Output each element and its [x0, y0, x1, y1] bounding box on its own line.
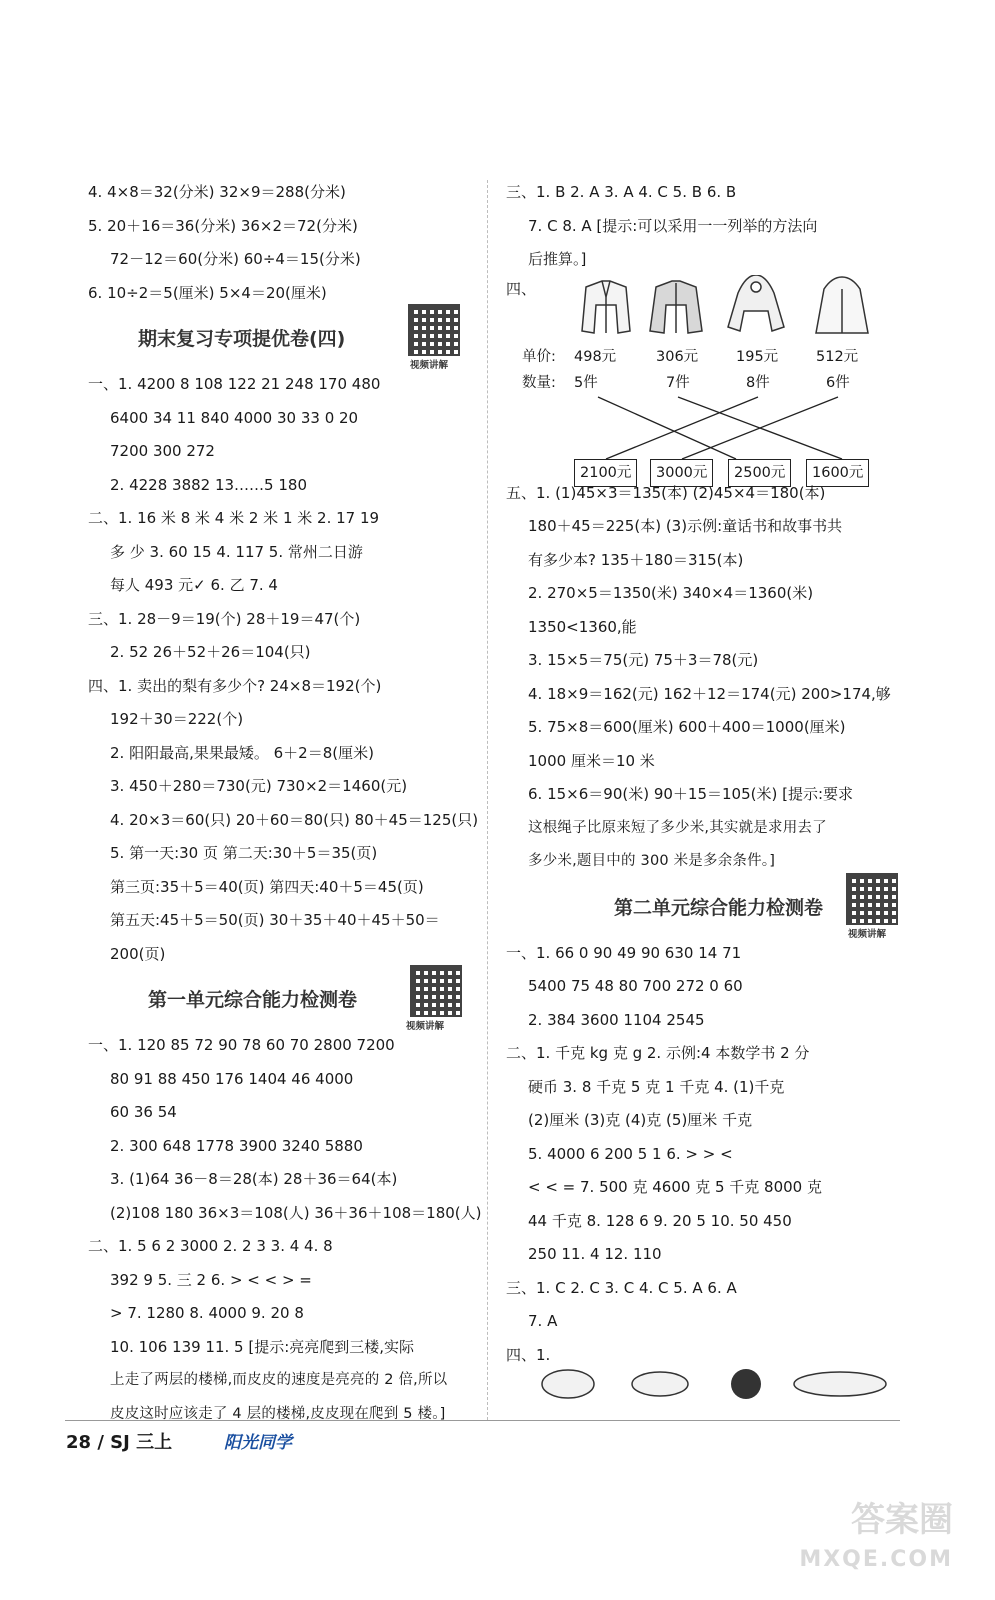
- answer-line: 第三页:35＋5＝40(页) 第四天:40＋5＝45(页): [110, 877, 424, 896]
- total-box: 2100元: [574, 459, 637, 487]
- watermark-url: MXQE.COM: [799, 1547, 953, 1572]
- answer-line: 2. 4228 3882 13……5 180: [110, 475, 307, 494]
- qty-value: 7件: [666, 374, 690, 391]
- price-label: 单价:: [522, 348, 556, 365]
- answer-line: 4. 20×3＝60(只) 20＋60＝80(只) 80＋45＝125(只): [110, 810, 479, 829]
- answer-line: 硬币 3. 8 千克 5 克 1 千克 4. (1)千克: [528, 1077, 785, 1096]
- qr-code-icon: [410, 965, 462, 1017]
- answer-line: 第五天:45＋5＝50(页) 30＋35＋40＋45＋50＝: [110, 911, 440, 929]
- qr-caption: 视频讲解: [848, 928, 887, 940]
- answer-line: 二、1. 5 6 2 3000 2. 2 3 3. 4 4. 8: [88, 1237, 333, 1255]
- coat-icon: [816, 277, 868, 333]
- answer-line: 1000 厘米＝10 米: [528, 751, 655, 770]
- answer-line: < < = 7. 500 克 4600 克 5 千克 8000 克: [528, 1178, 822, 1196]
- answer-line: 这根绳子比原来短了多少米,其实就是求用去了: [528, 819, 827, 836]
- qr-caption: 视频讲解: [410, 360, 449, 371]
- eraser-icon: [632, 1372, 688, 1396]
- right-column: [506, 176, 916, 1372]
- answer-line: 一、1. 4200 8 108 122 21 248 170 480: [88, 375, 381, 393]
- price-value: 498元: [574, 348, 617, 365]
- brand-logo: 阳光同学: [224, 1433, 292, 1453]
- answer-line: 72－12＝60(分米) 60÷4＝15(分米): [110, 250, 361, 268]
- answer-line: 5. 20＋16＝36(分米) 36×2＝72(分米): [88, 216, 358, 235]
- answer-line: 五、1. (1)45×3＝135(本) (2)45×4＝180(本): [506, 483, 826, 502]
- section-title-text: 期末复习专项提优卷(四): [138, 328, 346, 350]
- answer-line: 180＋45＝225(本) (3)示例:童话书和故事书共: [528, 517, 843, 535]
- price-value: 306元: [656, 348, 699, 365]
- answer-line: 5. 第一天:30 页 第二天:30＋5＝35(页): [110, 844, 378, 862]
- watermark-text: 答案圈: [851, 1500, 953, 1540]
- answer-line: 6. 15×6＝90(米) 90＋15＝105(米) [提示:要求: [528, 785, 854, 803]
- answer-line: 7200 300 272: [110, 442, 215, 460]
- coat-icon: [728, 275, 784, 331]
- answer-line: (2)108 180 36×3＝108(人) 36＋36＋108＝180(人): [110, 1203, 482, 1222]
- answer-line: 四、: [506, 279, 537, 298]
- answer-line: 四、1.: [506, 1345, 551, 1364]
- cabbage-icon: [542, 1370, 594, 1398]
- qr-caption: 视频讲解: [406, 1021, 445, 1032]
- answer-line: 4. 18×9＝162(元) 162＋12＝174(元) 200>174,够: [528, 684, 891, 703]
- qty-value: 5件: [574, 374, 598, 391]
- answer-line: 60 36 54: [110, 1103, 177, 1121]
- left-column: [88, 176, 482, 1431]
- answer-line: 3. 15×5＝75(元) 75＋3＝78(元): [528, 651, 759, 669]
- answer-line: 5400 75 48 80 700 272 0 60: [528, 977, 743, 995]
- section-title-text: 第一单元综合能力检测卷: [148, 989, 358, 1011]
- answer-line: 每人 493 元✓ 6. 乙 7. 4: [110, 576, 278, 594]
- produce-pictures: [540, 1364, 900, 1400]
- answer-line: 一、1. 120 85 72 90 78 60 70 2800 7200: [88, 1036, 395, 1054]
- answer-line: 2. 52 26＋52＋26＝104(只): [110, 643, 311, 661]
- answer-line: 后推算。]: [528, 250, 587, 268]
- answer-line: 6. 10÷2＝5(厘米) 5×4＝20(厘米): [88, 283, 327, 302]
- answer-line: 三、1. B 2. A 3. A 4. C 5. B 6. B: [506, 183, 737, 201]
- price-value: 512元: [816, 348, 859, 365]
- answer-line: 上走了两层的楼梯,而皮皮的速度是亮亮的 2 倍,所以: [110, 1372, 448, 1388]
- price-value: 195元: [736, 348, 779, 365]
- answer-line: 6400 34 11 840 4000 30 33 0 20: [110, 408, 359, 427]
- answer-line: 3. 450＋280＝730(元) 730×2＝1460(元): [110, 777, 408, 795]
- answer-line: 多少米,题目中的 300 米是多余条件。]: [528, 853, 776, 869]
- page-number: 28 / SJ 三上: [66, 1432, 173, 1453]
- answer-line: 5. 75×8＝600(厘米) 600＋400＝1000(厘米): [528, 718, 846, 736]
- answer-line: 三、1. 28－9＝19(个) 28＋19＝47(个): [88, 609, 361, 628]
- answer-line: (2)厘米 (3)克 (4)克 (5)厘米 千克: [528, 1111, 753, 1129]
- qr-code-icon: [408, 304, 460, 356]
- answer-line: 有多少本? 135＋180＝315(本): [528, 550, 744, 569]
- answer-line: 7. C 8. A [提示:可以采用一一列举的方法向: [528, 216, 818, 235]
- coin-icon: [731, 1369, 761, 1399]
- coat-icon: [582, 281, 630, 333]
- answer-line: 392 9 5. 三 2 6. > < < > =: [110, 1270, 312, 1289]
- total-box: 3000元: [650, 459, 713, 487]
- coats-and-lines: [506, 275, 916, 475]
- coat-icon: [650, 281, 702, 333]
- section-title: [88, 971, 476, 1032]
- answer-line: 5. 4000 6 200 5 1 6. > > <: [528, 1144, 733, 1163]
- watermark: [799, 1500, 953, 1580]
- answer-line: 四、1. 卖出的梨有多少个? 24×8＝192(个): [88, 676, 382, 695]
- answer-line: 二、1. 16 米 8 米 4 米 2 米 1 米 2. 17 19: [88, 509, 380, 527]
- section-title: [88, 310, 476, 371]
- answer-line: 192＋30＝222(个): [110, 710, 244, 728]
- answer-line: 皮皮这时应该走了 4 层的楼梯,皮皮现在爬到 5 楼。]: [110, 1405, 446, 1422]
- footer-rule: [65, 1420, 900, 1421]
- match-lines: [598, 397, 842, 459]
- answer-line: 10. 106 139 11. 5 [提示:亮亮爬到三楼,实际: [110, 1337, 415, 1356]
- section-title-text: 第二单元综合能力检测卷: [614, 896, 824, 919]
- answer-line: 二、1. 千克 kg 克 g 2. 示例:4 本数学书 2 分: [506, 1044, 810, 1062]
- matching-diagram: [506, 301, 916, 521]
- total-box: 2500元: [728, 459, 791, 487]
- answer-line: 4. 4×8＝32(分米) 32×9＝288(分米): [88, 183, 346, 201]
- qr-code-icon: [846, 873, 898, 925]
- qty-value: 6件: [826, 374, 850, 391]
- fish-icon: [794, 1372, 886, 1396]
- answer-line: 2. 270×5＝1350(米) 340×4＝1360(米): [528, 584, 814, 602]
- column-divider: [487, 180, 488, 1420]
- qty-label: 数量:: [522, 374, 556, 391]
- answer-line: > 7. 1280 8. 4000 9. 20 8: [110, 1304, 304, 1322]
- section-title: [506, 879, 916, 940]
- answer-line: 三、1. C 2. C 3. C 4. C 5. A 6. A: [506, 1278, 737, 1297]
- answer-line: 2. 300 648 1778 3900 3240 5880: [110, 1136, 363, 1155]
- answer-line: 7. A: [528, 1312, 558, 1330]
- answer-line: 250 11. 4 12. 110: [528, 1245, 662, 1263]
- answer-line: 44 千克 8. 128 6 9. 20 5 10. 50 450: [528, 1211, 792, 1230]
- answer-line: 2. 384 3600 1104 2545: [528, 1010, 705, 1029]
- answer-line: 3. (1)64 36－8＝28(本) 28＋36＝64(本): [110, 1170, 398, 1188]
- total-box: 1600元: [806, 459, 869, 487]
- answer-line: 1350<1360,能: [528, 617, 637, 636]
- answer-line: 多 少 3. 60 15 4. 117 5. 常州二日游: [110, 542, 363, 561]
- answer-line: 200(页): [110, 944, 166, 963]
- answer-line: 2. 阳阳最高,果果最矮。 6＋2＝8(厘米): [110, 743, 374, 762]
- qty-value: 8件: [746, 374, 770, 391]
- answer-line: 一、1. 66 0 90 49 90 630 14 71: [506, 943, 742, 962]
- answer-line: 80 91 88 450 176 1404 46 4000: [110, 1069, 354, 1088]
